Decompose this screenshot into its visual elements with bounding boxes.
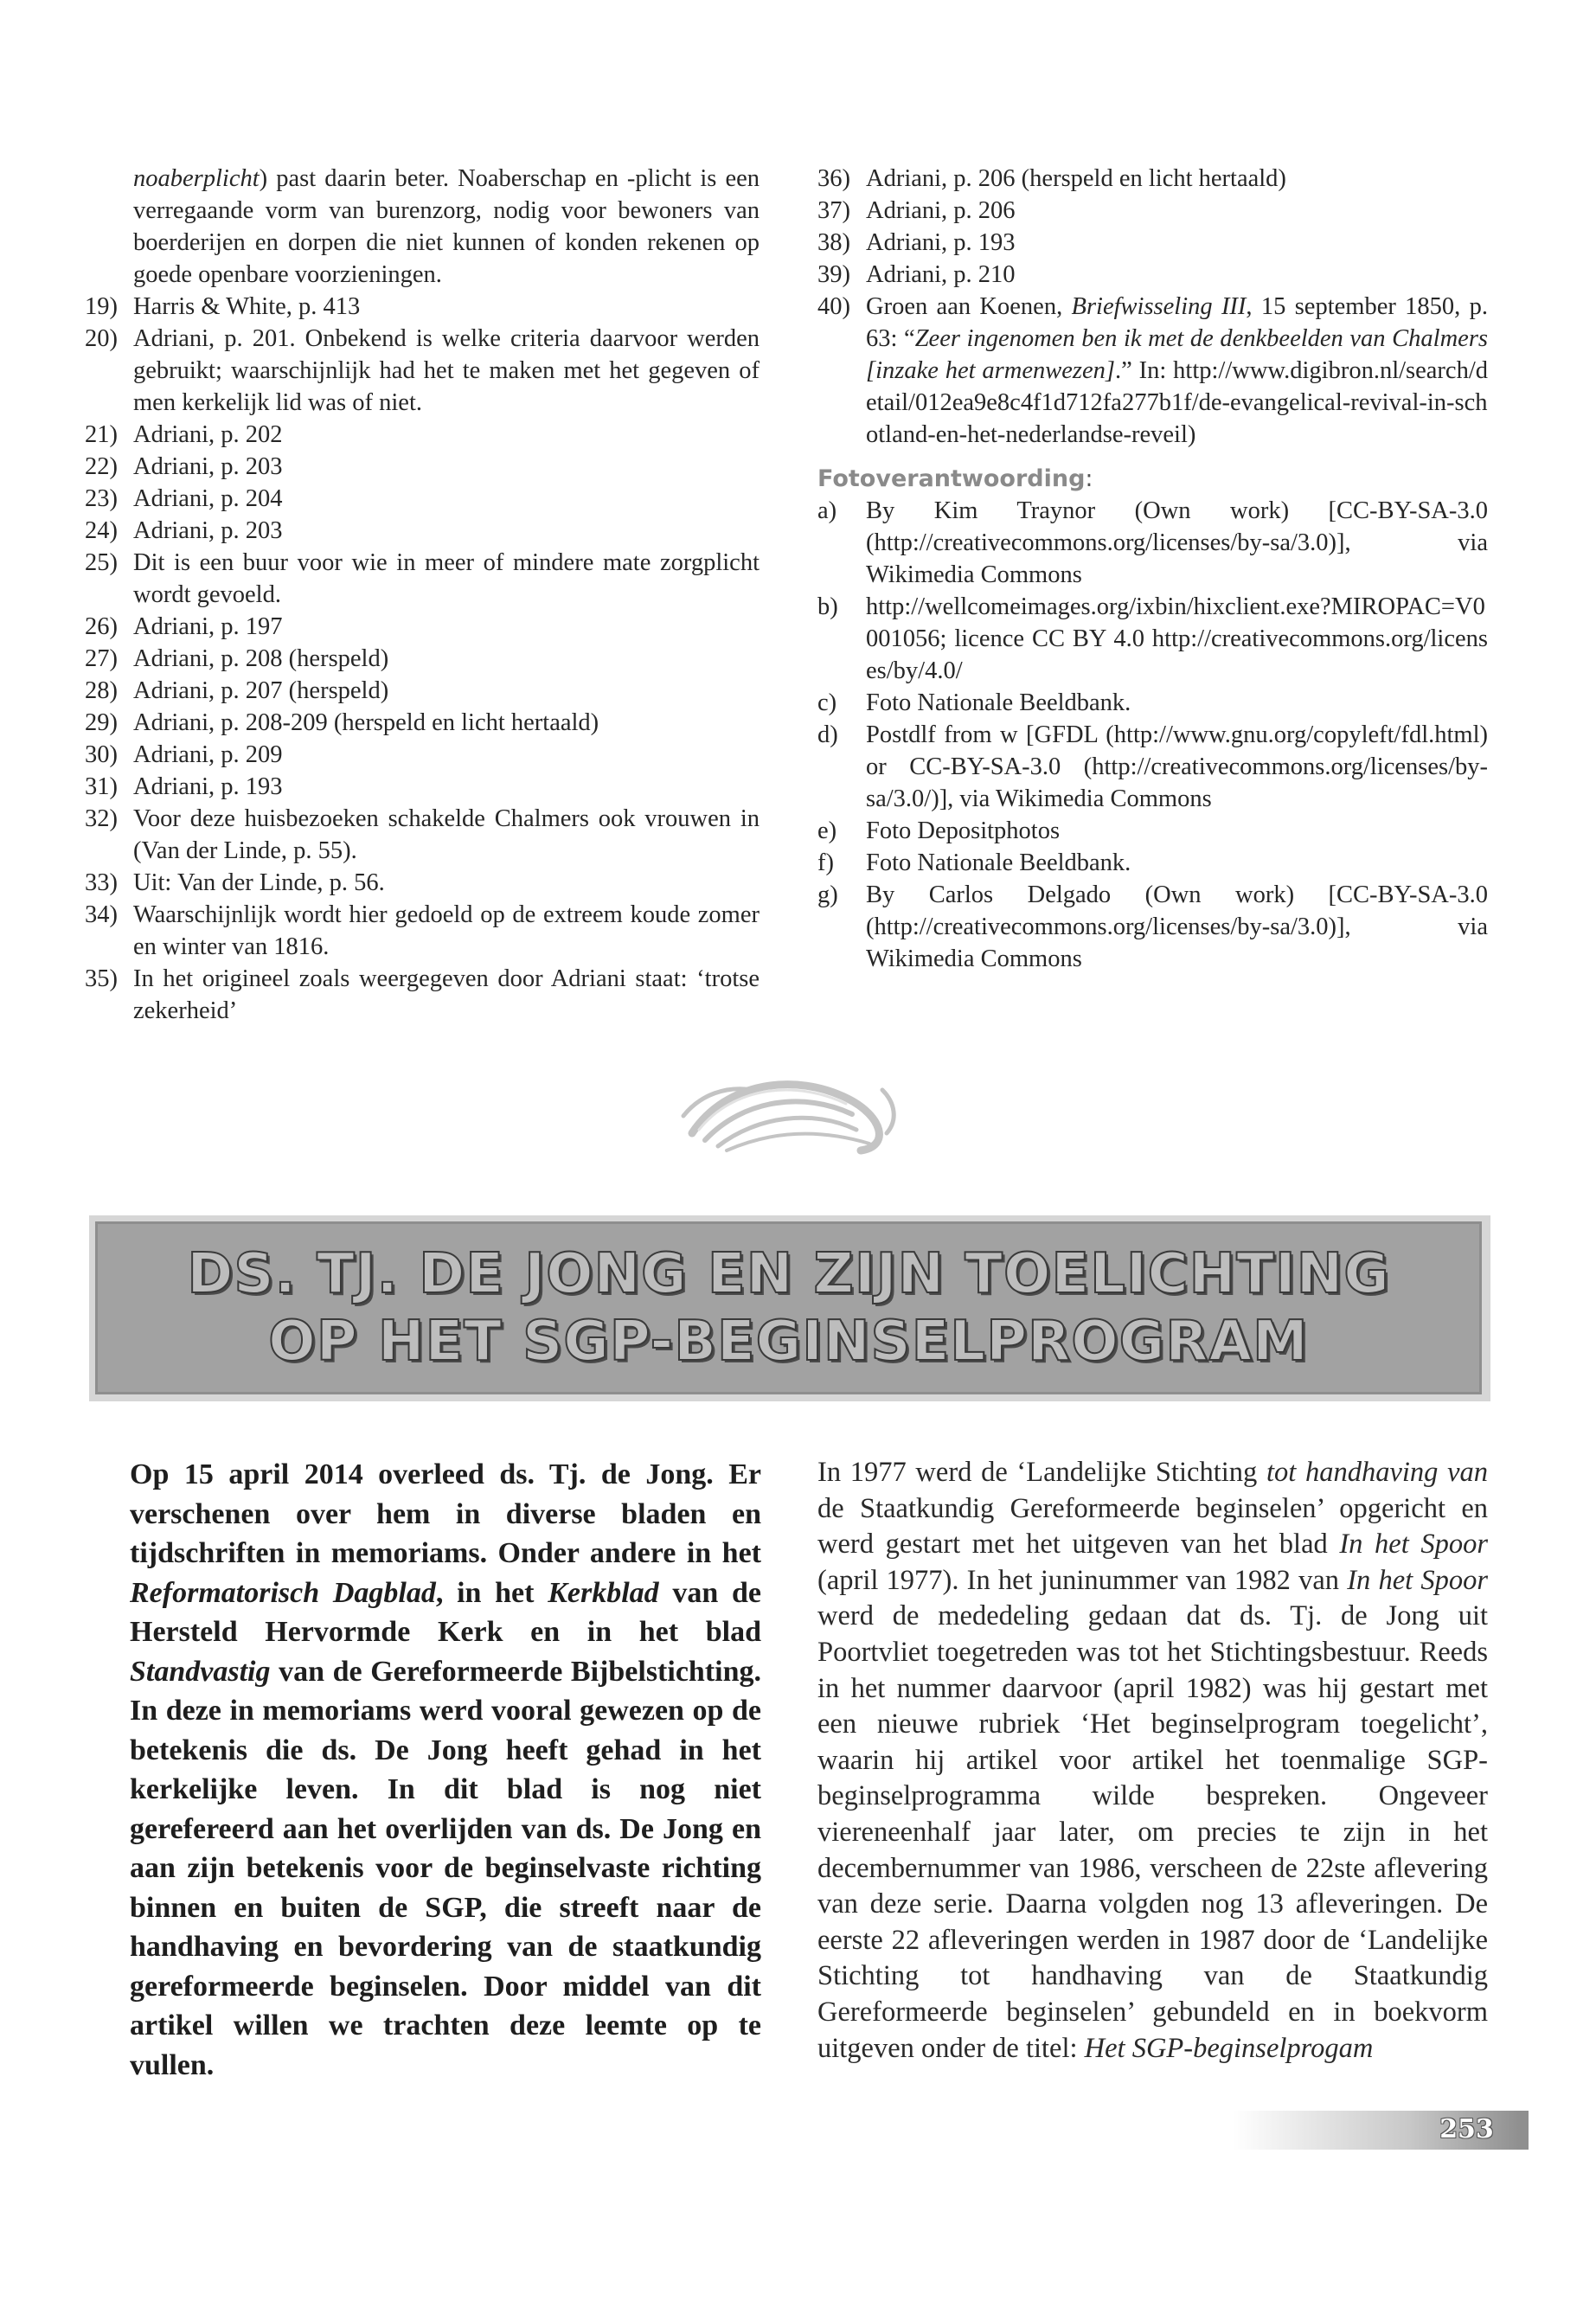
photo-credit-text: Foto Depositphotos [866, 817, 1061, 844]
endnote-18-continuation [85, 163, 760, 291]
photo-credit [817, 495, 1488, 591]
endnote-text: Adriani, p. 206 [866, 197, 1016, 224]
photo-credit-text: By Kim Traynor (Own work) [CC-BY-SA-3.0 (http://creativecommons.org/licenses/by-sa/3.0)], via Wikimedia Commons [866, 497, 1488, 588]
endnotes-left-column [85, 163, 760, 1027]
publication-name: In het Spoor [1339, 1529, 1488, 1561]
photo-credits-colon: : [1085, 465, 1093, 492]
endnote-number: 26) [85, 613, 118, 640]
endnote-number: 36) [817, 165, 850, 192]
endnote [85, 515, 760, 547]
photo-credit-letter: a) [817, 497, 837, 524]
endnote-text: Adriani, p. 193 [866, 229, 1016, 256]
endnote-text: Adriani, p. 202 [133, 421, 283, 448]
endnote-text: Waarschijnlijk wordt hier gedoeld op de extreem koude zomer en winter van 1816. [133, 901, 760, 960]
endnote [85, 611, 760, 643]
endnote-number: 34) [85, 901, 118, 928]
endnote-text: Voor deze huisbezoeken schakelde Chalmers ook vrouwen in (Van der Linde, p. 55). [133, 805, 760, 864]
endnote-number: 35) [85, 965, 118, 992]
article-title-line-1: DS. TJ. DE JONG EN ZIJN TOELICHTING [187, 1242, 1390, 1306]
endnote-number: 19) [85, 293, 118, 320]
endnote [85, 899, 760, 963]
endnote-number: 20) [85, 325, 118, 352]
book-title: Het SGP-beginselprogam [1084, 2032, 1374, 2064]
intro-text: Op 15 april 2014 overleed ds. Tj. de Jong. Er verschenen over hem in diverse bladen en tijdschriften in memoriams. Onder andere in het [130, 1458, 761, 1569]
endnote-number: 27) [85, 645, 118, 672]
intro-text: van de Gereformeerde Bijbelstichting. In deze in memoriams werd vooral gewezen op de betekenis die ds. De Jong heeft gehad in het kerkelijke leven. In dit blad is nog niet gerefereerd aan het overlijden van ds. De Jong en aan zijn betekenis voor de beginselvaste richting binnen en buiten de SGP, die streeft naar de handhaving en bevordering van de staatkundig gereformeerde beginselen. Door middel van dit artikel willen we trachten deze leemte op te vullen. [130, 1655, 761, 2081]
endnote [85, 867, 760, 899]
endnote-number: 21) [85, 421, 118, 448]
photo-credit [817, 879, 1488, 975]
photo-credit-letter: d) [817, 721, 838, 748]
photo-credit-text: Foto Nationale Beeldbank. [866, 689, 1131, 716]
article-intro [130, 1455, 761, 2085]
intro-text: , in het [435, 1576, 548, 1609]
endnote-text: Adriani, p. 203 [133, 453, 283, 480]
endnote-number: 32) [85, 805, 118, 832]
endnote-number: 30) [85, 741, 118, 768]
endnote-text-part: , 15 september 1850, p. 63: “ [866, 293, 1488, 352]
page-number: 253 [1439, 2114, 1494, 2144]
endnote [85, 643, 760, 675]
body-text: In 1977 werd de ‘Landelijke Stichting [817, 1457, 1266, 1488]
endnote-text: Dit is een buur voor wie in meer of mindere mate zorgplicht wordt gevoeld. [133, 549, 760, 608]
endnote-text [866, 291, 1488, 451]
endnote-text: Adriani, p. 201. Onbekend is welke criteria daarvoor werden gebruikt; waarschijnlijk had het te maken met het gegeven of men kerkelijk lid was of niet. [133, 325, 760, 416]
endnote-text: Uit: Van der Linde, p. 56. [133, 869, 385, 896]
endnote-number: 37) [817, 197, 850, 224]
photo-credit-text: Foto Nationale Beeldbank. [866, 849, 1131, 876]
endnote [85, 291, 760, 323]
endnote [817, 227, 1488, 259]
swirl-ornament-icon [675, 1064, 908, 1163]
endnote-number: 23) [85, 485, 118, 512]
endnote-text: Adriani, p. 209 [133, 741, 283, 768]
endnote [817, 259, 1488, 291]
photo-credit-letter: f) [817, 849, 834, 876]
body-text: (april 1977). In het juninummer van 1982 van [817, 1564, 1348, 1596]
endnote [817, 163, 1488, 195]
endnote-text-part: Groen aan Koenen, [866, 293, 1072, 320]
endnote-text: Adriani, p. 193 [133, 773, 283, 800]
body-text: de Staatkundig Gereformeerde beginselen’ opgericht en werd gestart met het uitgeven van het blad [817, 1492, 1488, 1561]
publication-name: Reformatorisch Dagblad [130, 1576, 436, 1609]
endnote-40 [817, 291, 1488, 451]
endnote-number: 33) [85, 869, 118, 896]
endnote [85, 547, 760, 611]
photo-credit [817, 847, 1488, 879]
photo-credit [817, 687, 1488, 719]
endnote [85, 771, 760, 803]
endnote-number: 28) [85, 677, 118, 704]
endnote-number: 39) [817, 261, 850, 288]
endnote-number: 31) [85, 773, 118, 800]
endnote-text: Adriani, p. 207 (herspeld) [133, 677, 389, 704]
body-text: werd de mededeling gedaan dat ds. Tj. de Jong uit Poortvliet toegetreden was tot het Stichtingsbestuur. Reeds in het nummer daarvoor (april 1982) was hij gestart met een nieuwe rubriek ‘Het beginselprogram toegelicht’, waarin hij artikel voor artikel het toenmalige SGP-beginselprogramma wilde bespreken. Ongeveer viereneenhalf jaar later, om precies te zijn in het decembernummer van 1986, verscheen de 22ste aflevering van deze serie. Daarna volgden nog 13 afleveringen. De eerste 22 afleveringen werden in 1987 door de ‘Landelijke Stichting tot handhaving van de Staatkundig Gereformeerde beginselen’ gebundeld en in boekvorm uitgeven onder de titel: [817, 1600, 1488, 2064]
photo-credit [817, 815, 1488, 847]
endnote [85, 323, 760, 419]
endnote-number: 38) [817, 229, 850, 256]
publication-name: Standvastig [130, 1655, 271, 1688]
endnote [85, 803, 760, 867]
photo-credit-text: Postdlf from w [GFDL (http://www.gnu.org/copyleft/fdl.html) or CC-BY-SA-3.0 (http://creativecommons.org/licenses/by-sa/3.0/)], via Wikimedia Commons [866, 721, 1488, 812]
endnote-text: In het origineel zoals weergegeven door Adriani staat: ‘trotse zekerheid’ [133, 965, 760, 1024]
photo-credit-text: http://wellcomeimages.org/ixbin/hixclient.exe?MIROPAC=V0001056; licence CC BY 4.0 http://creativecommons.org/licenses/by/4.0/ [866, 593, 1488, 684]
endnote [85, 739, 760, 771]
endnotes-right-column [817, 163, 1488, 975]
endnote-number: 29) [85, 709, 118, 736]
endnote-text: Adriani, p. 210 [866, 261, 1016, 288]
endnote-text: ) past daarin beter. Noaberschap en -plicht is een verregaande vorm van burenzorg, nodig voor bewoners van boerderijen en dorpen die niet kunnen of konden rekenen op goede openbare voorzieningen. [133, 165, 760, 288]
photo-credits-heading [817, 463, 1488, 495]
intro-text: van de Hersteld Hervormde Kerk en in het blad [130, 1576, 761, 1648]
endnote [85, 963, 760, 1027]
book-title: Briefwisseling III [1071, 293, 1247, 320]
footer-tick [1520, 2111, 1529, 2150]
body-emphasis: tot handhaving van [1266, 1457, 1488, 1488]
article-title-line-2: OP HET SGP-BEGINSELPROGRAM [268, 1310, 1309, 1374]
endnote [85, 419, 760, 451]
publication-name: In het Spoor [1347, 1564, 1488, 1596]
endnote [85, 675, 760, 707]
endnote-number: 40) [817, 293, 850, 320]
photo-credit [817, 591, 1488, 687]
endnote-text: Adriani, p. 203 [133, 517, 283, 544]
endnote-text: Adriani, p. 208 (herspeld) [133, 645, 389, 672]
article-body [817, 1455, 1488, 2067]
publication-name: Kerkblad [548, 1576, 659, 1609]
photo-credits-heading-text: Fotoverantwoording [817, 465, 1086, 492]
photo-credit-letter: g) [817, 881, 838, 908]
endnote-text: Harris & White, p. 413 [133, 293, 361, 320]
endnote-number: 22) [85, 453, 118, 480]
endnote-text: Adriani, p. 204 [133, 485, 283, 512]
endnote-number: 25) [85, 549, 118, 576]
endnote [85, 483, 760, 515]
photo-credit [817, 719, 1488, 815]
endnote-text: Adriani, p. 197 [133, 613, 283, 640]
endnote-text-part: .” In: http://www.digibron.nl/search/detail/012ea9e8c4f1d712fa277b1f/de-evangelical-revival-in-schotland-en-het-nederlandse-reveil) [866, 357, 1488, 448]
endnote [817, 195, 1488, 227]
photo-credit-letter: c) [817, 689, 837, 716]
endnote [85, 707, 760, 739]
endnote-text: Adriani, p. 206 (herspeld en licht hertaald) [866, 165, 1286, 192]
photo-credit-letter: e) [817, 817, 837, 844]
endnote-italic: noaberplicht [133, 165, 260, 192]
photo-credit-letter: b) [817, 593, 838, 620]
article-title [95, 1221, 1482, 1394]
endnote [85, 451, 760, 483]
endnote-text: Adriani, p. 208-209 (herspeld en licht hertaald) [133, 709, 599, 736]
quotation: Zeer ingenomen ben ik met de denkbeelden van Chalmers [inzake het armenwezen] [866, 325, 1488, 384]
photo-credit-text: By Carlos Delgado (Own work) [CC-BY-SA-3.0 (http://creativecommons.org/licenses/by-sa/3.0)], via Wikimedia Commons [866, 881, 1488, 972]
endnote-number: 24) [85, 517, 118, 544]
